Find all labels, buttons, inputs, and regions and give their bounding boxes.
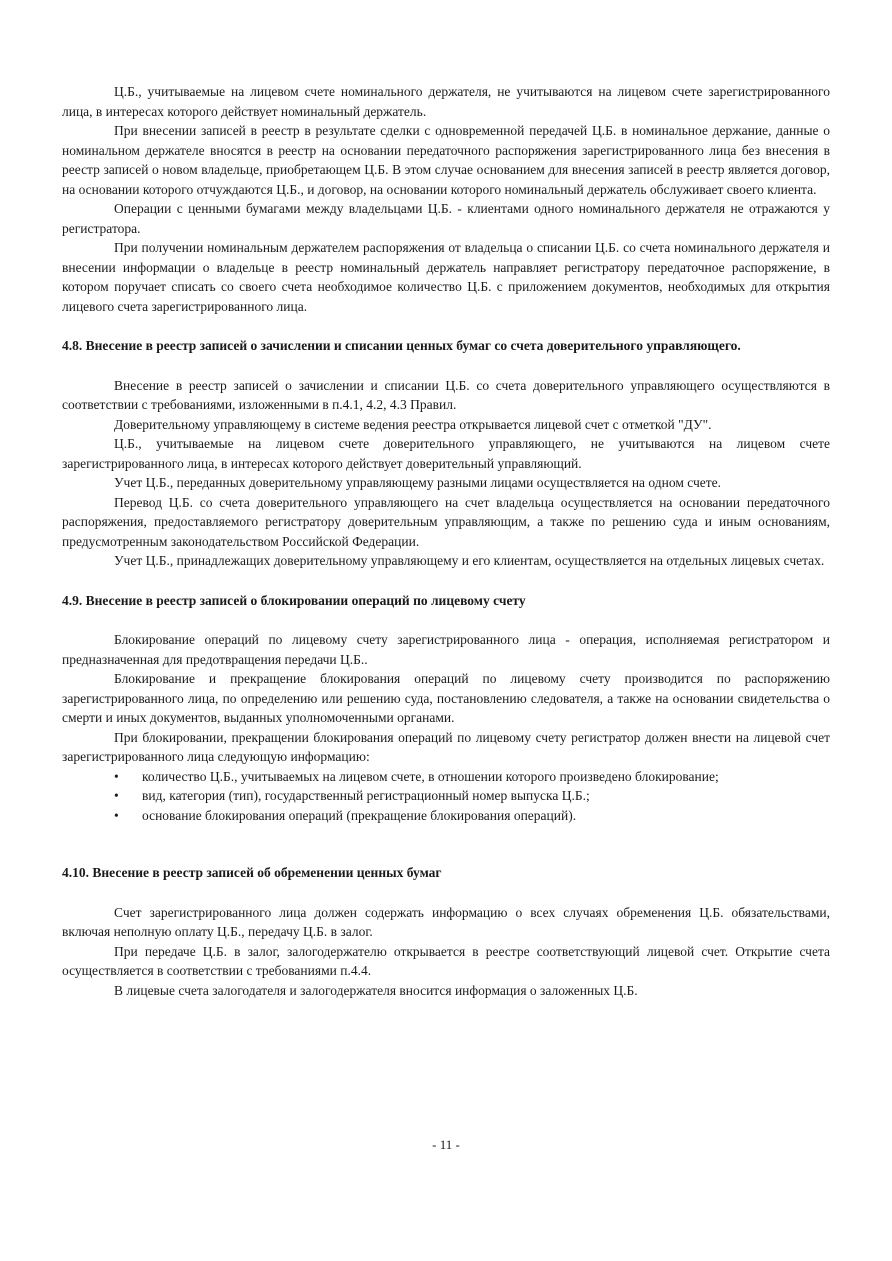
page-number: - 11 - [432, 1137, 460, 1152]
paragraph: При блокировании, прекращении блокирования операций по лицевому счету регистратор должен внести на лицевой счет зарегистрированного лица следующую информацию: [62, 729, 830, 764]
section-heading-4-8: 4.8. Внесение в реестр записей о зачислении и списании ценных бумаг со счета доверительного управляющего. [62, 338, 741, 353]
paragraph: Внесение в реестр записей о зачислении и списании Ц.Б. со счета доверительного управляющего осуществляются в соответствии с требованиями, изложенными в п.4.1, 4.2, 4.3 Правил. [62, 377, 830, 412]
document-page [62, 82, 830, 1000]
paragraph: При получении номинальным держателем распоряжения от владельца о списании Ц.Б. со счета номинального держателя и внесении информации о владельце в реестр номинальный держатель направляет регистратору передаточное распоряжение, в котором поручает списать со своего счета необходимое количество Ц.Б. с приложением документов, необходимых для открытия лицевого счета зарегистрированного лица. [62, 240, 830, 314]
paragraph: Учет Ц.Б., переданных доверительному управляющему разными лицами осуществляется на одном счете. [114, 475, 722, 490]
paragraph: Перевод Ц.Б. со счета доверительного управляющего на счет владельца осуществляется на основании передаточного распоряжения, предоставляемого регистратору доверительным управляющим, а также по решению суда и иным основаниям, предусмотренным законодательством Российской Федерации. [62, 494, 830, 549]
paragraph: Блокирование и прекращение блокирования операций по лицевому счету производится по распоряжению зарегистрированного лица, по определению или решению суда, постановлению следователя, а также на основании свидетельства о смерти и иных документов, выданных уполномоченными органами. [62, 671, 830, 725]
paragraph: При внесении записей в реестр в результате сделки с одновременной передачей Ц.Б. в номинальное держание, данные о номинальном держателе вносятся в реестр на основании передаточного распоряжения зарегистрированного лица без внесения в реестр записей о новом владельце, приобретающем Ц.Б. В этом случае основанием для внесения записей в реестр является договор, на основании которого отчуждаются Ц.Б., и договор, на основании которого номинальный держатель обслуживает своего клиента. [62, 123, 830, 197]
paragraph: В лицевые счета залогодателя и залогодержателя вносится информация о заложенных Ц.Б. [114, 982, 638, 998]
list-item: • вид, категория (тип), государственный регистрационный номер выпуска Ц.Б.; [62, 786, 830, 806]
paragraph: Блокирование операций по лицевому счету зарегистрированного лица - операция, исполняемая регистратором и предназначенная для предотвращения передачи Ц.Б.. [62, 632, 830, 667]
bullet-list [62, 767, 830, 826]
section-heading-4-9: 4.9. Внесение в реестр записей о блокировании операций по лицевому счету [62, 592, 526, 608]
section-heading-4-10: 4.10. Внесение в реестр записей об обременении ценных бумаг [62, 865, 442, 880]
paragraph: При передаче Ц.Б. в залог, залогодержателю открывается в реестре соответствующий лицевой счет. Открытие счета осуществляется в соответствии с требованиями п.4.4. [62, 943, 830, 978]
list-item: • количество Ц.Б., учитываемых на лицевом счете, в отношении которого произведено блокирование; [62, 767, 830, 787]
paragraph: Ц.Б., учитываемые на лицевом счете доверительного управляющего, не учитываются на лицевом счете зарегистрированного лица, в интересах которого действует доверительный управляющий. [62, 436, 830, 471]
paragraph: Операции с ценными бумагами между владельцами Ц.Б. - клиентами одного номинального держателя не отражаются у регистратора. [62, 201, 830, 236]
paragraph: Ц.Б., учитываемые на лицевом счете номинального держателя, не учитываются на лицевом счете зарегистрированного лица, в интересах которого действует номинальный держатель. [62, 84, 830, 119]
list-item: • основание блокирования операций (прекращение блокирования операций). [62, 806, 830, 826]
paragraph: Доверительному управляющему в системе ведения реестра открывается лицевой счет с отметкой "ДУ". [114, 416, 712, 432]
paragraph: Счет зарегистрированного лица должен содержать информацию о всех случаях обременения Ц.Б. обязательствами, включая неполную оплату Ц.Б., передачу Ц.Б. в залог. [62, 904, 830, 939]
paragraph: Учет Ц.Б., принадлежащих доверительному управляющему и его клиентам, осуществляется на отдельных лицевых счетах. [114, 553, 825, 568]
